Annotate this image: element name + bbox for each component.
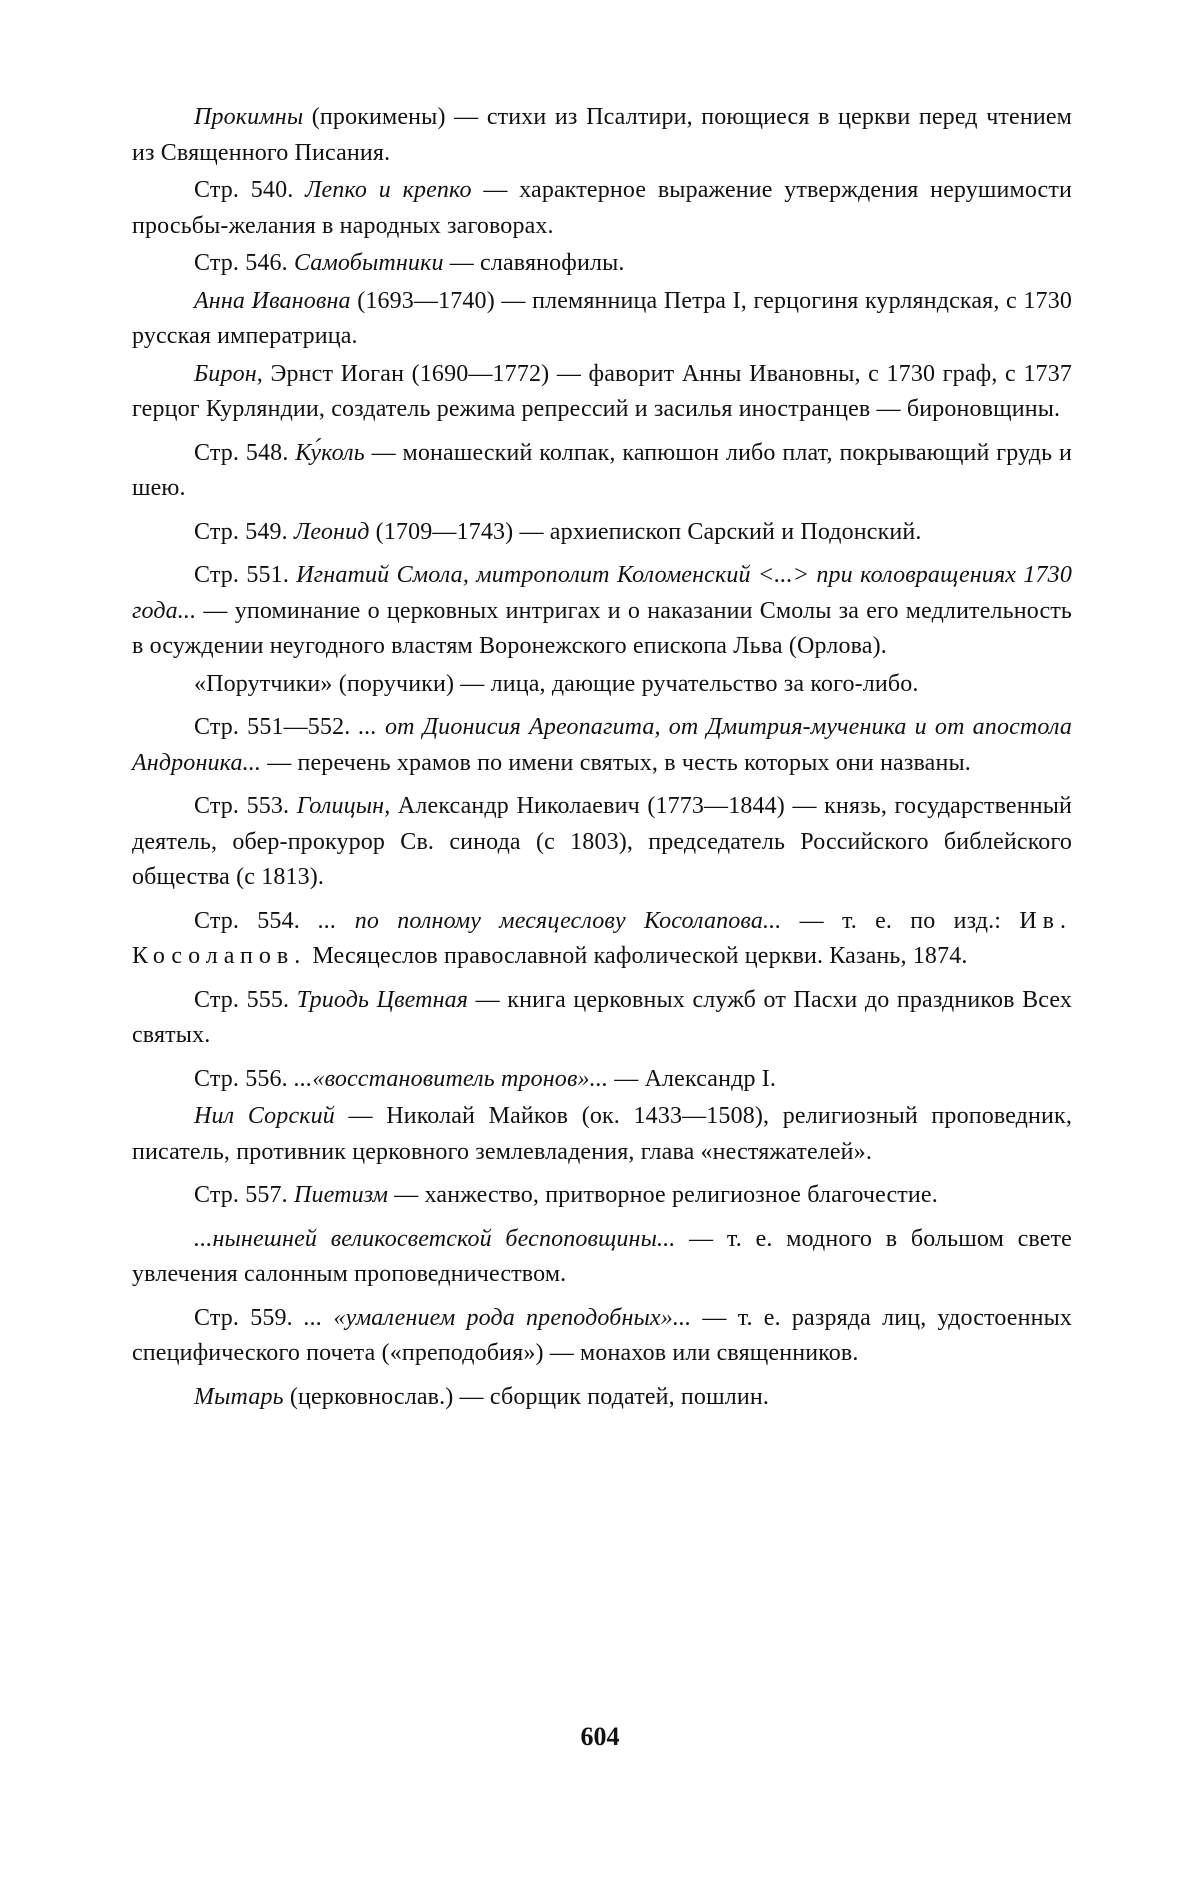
note-ref: Стр. 555. [194,986,297,1013]
note-text: «Порутчики» (поручики) — лица, дающие ручательство за кого-либо. [194,670,919,697]
note-text: — т. е. модного в большом свете увлечения салонным проповедничеством. [132,1225,1072,1287]
note-term: ...«восстановитель тронов»... [293,1065,609,1092]
note-entry [132,904,1072,975]
note-ref: Стр. 548. [194,439,296,466]
note-term: ... «умалением рода преподобных»... [303,1304,692,1331]
note-text: — Николай Майков (ок. 1433—1508), религиозный проповедник, писатель, противник церковного землевладения, глава «нестяжателей». [132,1103,1072,1165]
notes-page [132,100,1072,1760]
note-ref: Стр. 553. [194,793,297,819]
note-term: Прокимны [194,104,304,130]
note-ref: Стр. 546. [194,250,294,276]
note-term: Нил Сорский [194,1103,335,1129]
note-text: — ханжество, притворное религиозное благочестие. [388,1182,938,1208]
note-term: Триодь Цветная [296,986,469,1013]
note-text: (прокимены) — стихи из Псалтири, поющиеся в церкви перед чтением из Священного Писания. [132,104,1072,166]
note-entry [132,1222,1072,1293]
note-text: Эрнст Иоган (1690—1772) — фаворит Анны Ивановны, с 1730 граф, с 1737 герцог Курляндии, создатель режима репрессий и засилья иностранцев — бироновщины. [132,360,1072,422]
note-term: ...нынешней великосветской беспоповщины... [194,1225,676,1252]
note-text: — книга церковных служб от Пасхи до праздников Всех святых. [132,986,1072,1048]
note-entry [132,1178,1072,1214]
note-term: ... от Дионисия Ареопагита, от Дмитрия-мученика и от апостола Андроника... [132,714,1073,776]
note-term: Пиетизм [293,1182,389,1208]
note-entry [132,1380,1072,1416]
note-text: — т. е. по изд.: [781,907,1020,934]
note-term: Леонид [293,518,370,545]
note-entry [132,1099,1072,1170]
note-text: (церковнослав.) — сборщик податей, пошлин. [283,1383,769,1410]
note-ref: Стр. 554. [194,907,319,934]
note-entry [132,357,1072,428]
note-term: Лепко и крепко [305,177,472,203]
note-text: (1709—1743) — архиепископ Сарский и Подонский. [369,518,922,545]
note-text: Александр Николаевич (1773—1844) — князь, государственный деятель, обер-прокурор Св. синода (с 1803), председатель Российского библейского общества (с 1813). [132,793,1072,890]
note-entry [132,667,1072,703]
note-entry [132,983,1072,1054]
note-term: Анна Ивановна [194,287,351,314]
note-text: — упоминание о церковных интригах и о наказании Смолы за его медлительность в осуждении неугодного властям Воронежского епископа Льва (Орлова). [132,597,1072,659]
note-term: Игнатий Смола, митрополит Коломенский <...> при коловращениях 1730 года... [132,562,1072,624]
note-entry [132,100,1072,171]
note-term: Голицын, [296,793,391,819]
note-term: ... по полному месяцеслову Косолапова... [318,907,782,934]
note-text: — Александр I. [608,1065,777,1092]
note-text: Месяцеслов православной кафолической церкви. Казань, 1874. [306,943,968,969]
note-entry [132,710,1072,781]
note-text: — славянофилы. [443,250,625,276]
note-entry [132,284,1072,355]
note-entry [132,558,1072,665]
note-text: — монашеский колпак, капюшон либо плат, покрывающий грудь и шею. [132,439,1072,501]
note-ref: Стр. 557. [194,1182,294,1208]
note-text: (1693—1740) — племянница Петра I, герцогиня курляндская, с 1730 русская императрица. [132,287,1072,349]
note-entry [132,789,1072,896]
note-ref: Стр. 551—552. [194,714,359,740]
note-term: Самобытники [293,250,444,276]
note-entry [132,246,1072,282]
note-term: Бирон, [194,360,263,387]
note-ref: Стр. 551. [194,562,297,588]
note-term: Ку́коль [295,439,365,466]
note-ref: Стр. 549. [194,518,294,545]
note-text: — характерное выражение утверждения нерушимости просьбы-желания в народных заговорах. [132,177,1072,239]
note-text: — перечень храмов по имени святых, в честь которых они названы. [261,749,971,776]
note-entry [132,515,1072,551]
note-ref: Стр. 559. [194,1304,304,1331]
note-author: Ив. Косолапов. [132,907,1072,969]
note-ref: Стр. 540. [194,177,306,203]
note-entry [132,1062,1072,1098]
note-entry [132,1301,1072,1372]
note-entry [132,436,1072,507]
page-number: 604 [580,1722,620,1751]
note-text: — т. е. разряда лиц, удостоенных специфического почета («преподобия») — монахов или священников. [132,1304,1072,1366]
note-term: Мытарь [194,1383,284,1410]
note-entry [132,173,1072,244]
note-ref: Стр. 556. [194,1065,294,1092]
